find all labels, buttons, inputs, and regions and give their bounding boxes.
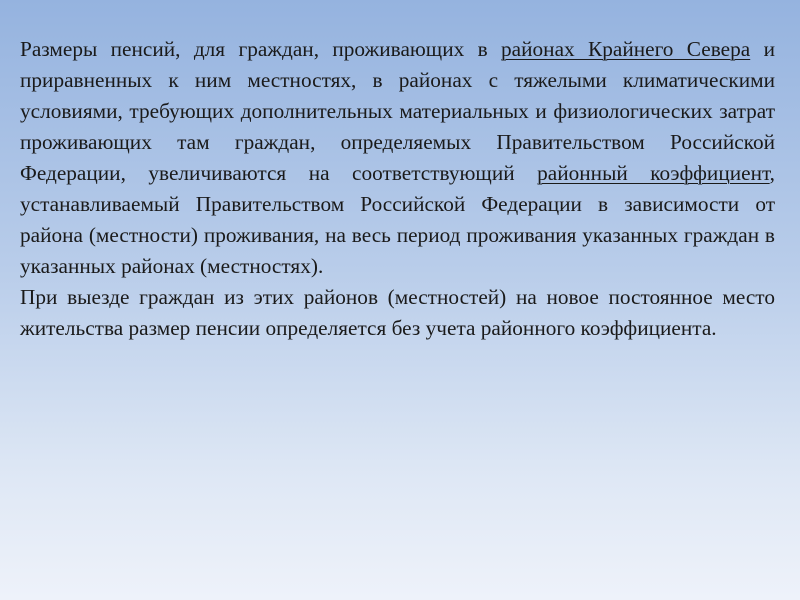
slide-text-block [20, 34, 775, 344]
paragraph1-text-a: Размеры пенсий, для граждан, проживающих в [20, 37, 502, 61]
paragraph-relocation: При выезде граждан из этих районов (местностей) на новое постоянное место жительства размер пенсии определяется без учета районного коэффициента. [20, 285, 775, 340]
link-far-north-regions[interactable]: районах Крайнего Севера [501, 37, 751, 61]
paragraph-pension-size [20, 34, 775, 282]
paragraph1-text-b: и приравненных к ним местностях, в районах с тяжелыми климатическими условиями, требующих дополнительных материальных и физиологических затрат проживающих там граждан, определяемых Правительством Российской Федерации, увеличиваются на соответствующий [20, 37, 775, 185]
link-regional-coefficient[interactable]: районный коэффициент [537, 161, 770, 185]
paragraph1-text-c: , устанавливаемый Правительством Российской Федерации в зависимости от района (местности) проживания, на весь период проживания указанных граждан в указанных районах (местностях). [20, 161, 775, 278]
